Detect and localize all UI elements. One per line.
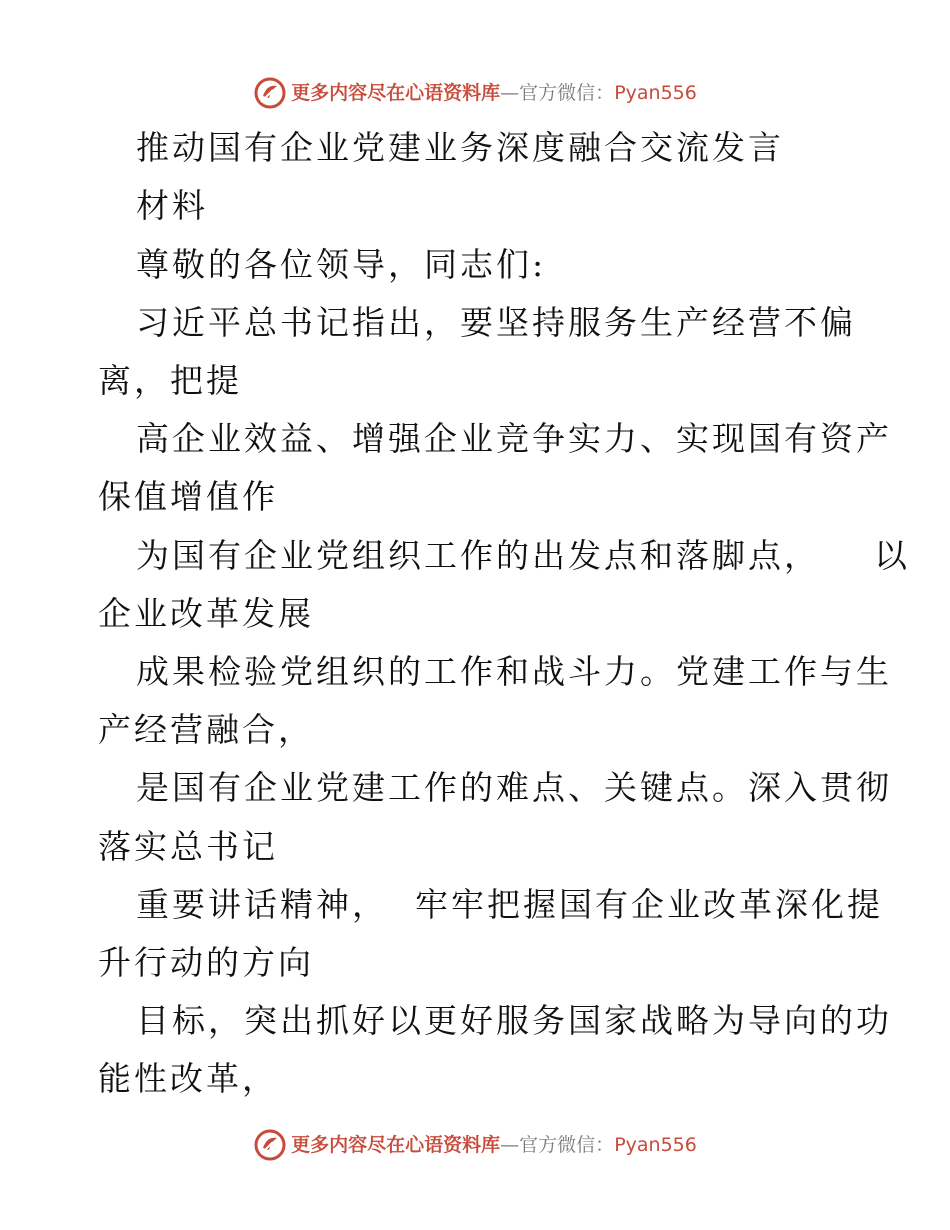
footer-watermark [0, 1128, 950, 1162]
body-line: 企业改革发展 [98, 594, 314, 633]
body-line: 目标，突出抓好以更好服务国家战略为导向的功 [136, 1001, 892, 1040]
body-line: 高企业效益、增强企业竞争实力、实现国有资产 [136, 419, 892, 458]
header-watermark [0, 76, 950, 110]
body-line: 保值增值作 [98, 477, 278, 516]
brand-logo-icon [253, 1128, 287, 1162]
watermark-label: 官方微信： [519, 1134, 615, 1156]
body-line: 能性改革， [98, 1059, 278, 1098]
watermark-brand: 更多内容尽在心语资料库 [291, 1134, 501, 1156]
body-line: 落实总书记 [98, 827, 278, 866]
body-line: 产经营融合， [98, 710, 314, 749]
body-line: 升行动的方向 [98, 943, 314, 982]
body-line: 为国有企业党组织工作的出发点和落脚点， 以 [136, 536, 910, 575]
watermark-dash: — [500, 1134, 520, 1156]
body-line: 是国有企业党建工作的难点、关键点。深入贯彻 [136, 768, 892, 807]
salutation: 尊敬的各位领导，同志们: [136, 245, 547, 284]
body-line: 重要讲话精神， 牢牢把握国有企业改革深化提 [136, 885, 883, 924]
watermark-label: 官方微信： [519, 82, 615, 104]
document-title-cont: 材料 [136, 186, 208, 225]
watermark-brand: 更多内容尽在心语资料库 [291, 82, 501, 104]
body-line: 成果检验党组织的工作和战斗力。党建工作与生 [136, 652, 892, 691]
body-line: 习近平总书记指出，要坚持服务生产经营不偏 [136, 303, 856, 342]
body-line: 离，把提 [98, 361, 242, 400]
document-title: 推动国有企业党建业务深度融合交流发言 [136, 128, 784, 167]
watermark-wechat-id: Pyan556 [614, 82, 697, 104]
watermark-wechat-id: Pyan556 [614, 1134, 697, 1156]
watermark-dash: — [500, 82, 520, 104]
brand-logo-icon [253, 76, 287, 110]
